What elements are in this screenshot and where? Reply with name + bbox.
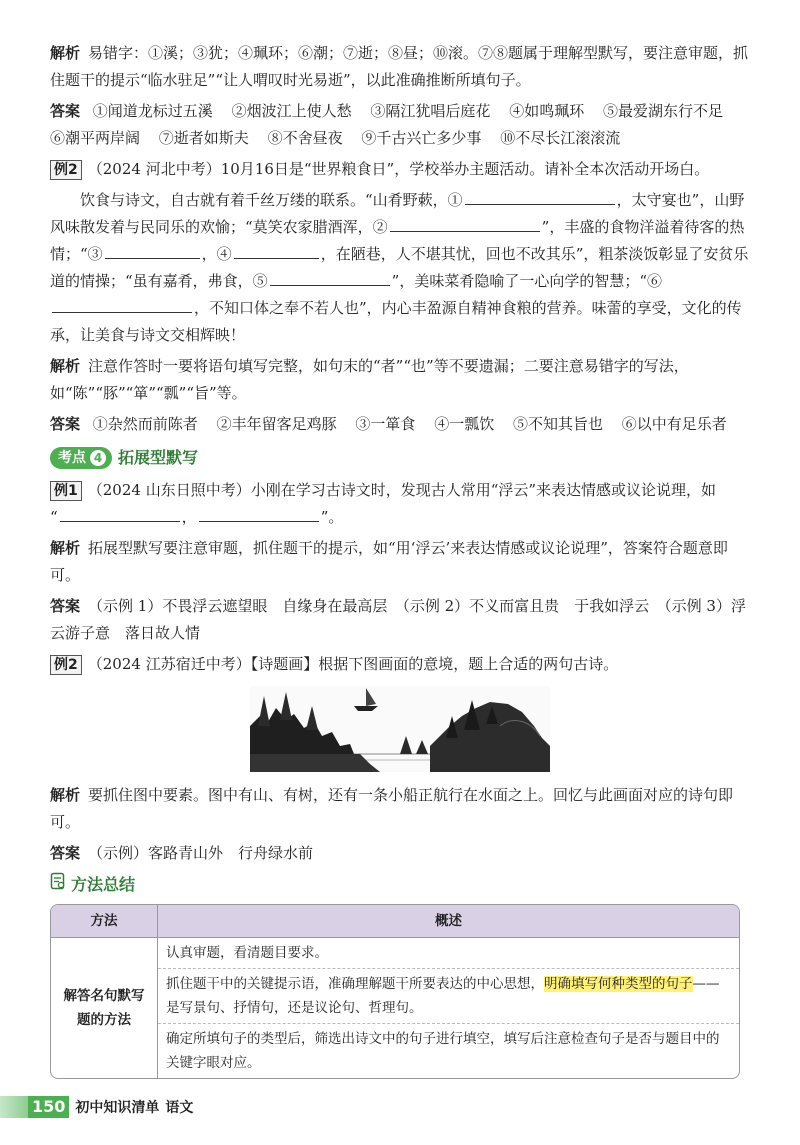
answer-blank[interactable] [234,244,319,259]
kaodian-label: 考点 [58,449,86,466]
description-text: ——是写景句、抒情句，还是议论句、哲理句。 [166,976,720,1016]
landscape-painting [250,686,550,772]
answer-blank[interactable] [390,217,540,232]
page-content [50,40,750,1079]
example-prompt: 小刚在学习古诗文时，发现古人常用“浮云”来表达情感或议论说理，如 [250,481,717,499]
comma: ， [181,508,197,526]
analysis-label: 解析 [50,539,81,557]
answer-paragraph [50,840,750,867]
kaodian-badge [50,447,112,469]
answer-item: ⑦逝者如斯夫 [158,129,249,147]
section-heading [50,444,750,471]
description-text: 抓住题干中的关键提示语，准确理解题干所要表达的中心思想， [166,976,544,992]
example-question [50,156,750,183]
answer-text: （示例）客路青山外 行舟绿水前 [88,844,314,862]
analysis-text: 拓展型默写要注意审题，抓住题干的提示，如“用‘浮云’来表达情感或议论说理”，答案符合题意即可。 [50,539,728,584]
answer-item: ⑧不舍昼夜 [267,129,343,147]
table-row [51,938,739,969]
answer-item: ④如鸣珮环 [509,102,585,120]
example-source: （2024 河北中考） [87,160,221,178]
answer-blank[interactable] [105,244,200,259]
answer-item: ③一箪食 [355,415,416,433]
passage-text: ，在陋巷，人不堪其忧，回也不改其乐”，粗茶淡饭彰显了安贫乐道的情操；“虽有嘉肴，弗食，⑤ [50,245,749,290]
analysis-label: 解析 [50,357,81,375]
answer-item: ⑨千古兴亡多少事 [361,129,482,147]
description-cell: 确定所填句子的类型后，筛选出诗文中的句子进行填空，填写后注意检查句子是否与题目中的关键字眼对应。 [166,1031,720,1071]
analysis-text: 易错字：①溪；③犹；④珮环；⑥潮；⑦逝；⑧昼；⑩滚。⑦⑧题属于理解型默写，要注意审题，抓住题干的提示“临水驻足”“让人喟叹时光易逝”，以此准确推断所填句子。 [50,44,749,89]
answer-label: 答案 [50,597,81,615]
answer-item: ⑩不尽长江滚滚流 [500,129,621,147]
analysis-text: 注意作答时一要将语句填写完整，如句末的“者”“也”等不要遗漏；二要注意易错字的写法，如“陈”“豚”“箪”“瓢”“旨”等。 [50,357,689,402]
answer-blank[interactable] [199,507,319,522]
page-footer [0,1096,193,1118]
method-summary-title: 方法总结 [71,875,136,894]
method-summary-heading [50,871,750,898]
answer-item: ②丰年留客足鸡豚 [216,415,337,433]
analysis-paragraph [50,40,750,94]
passage-text: ，④ [201,245,232,263]
description-cell [158,969,739,1024]
answer-text: （示例 1）不畏浮云遮望眼 自缘身在最高层 （示例 2）不义而富且贵 于我如浮云 （示例 3）浮云游子意 落日故人情 [50,597,746,642]
answer-label: 答案 [50,102,81,120]
answer-item: ⑤最爱湖东行不足 [602,102,723,120]
page-number: 150 [28,1096,69,1118]
quote-mark: “ [50,508,58,526]
analysis-label: 解析 [50,786,81,804]
example-source: （2024 江苏宿迁中考） [87,655,251,673]
analysis-paragraph [50,353,750,407]
method-summary-table [50,904,740,1079]
highlighted-text: 明确填写何种类型的句子 [544,976,693,992]
passage-text: ，太守宴也”，山野风味散发着与民同乐的欢愉；“莫笑农家腊酒浑，② [50,191,745,236]
analysis-text: 要抓住图中要素。图中有山、有树，还有一条小船正航行在水面之上。回忆与此画面对应的诗句即可。 [50,786,734,831]
section-title: 拓展型默写 [118,448,199,467]
table-header-row [51,905,739,938]
answer-item: ④一瓢饮 [434,415,495,433]
answer-item: ⑥潮平两岸阔 [50,129,141,147]
answer-blank[interactable] [52,298,192,313]
example-source: （2024 山东日照中考） [87,481,251,499]
answer-blank[interactable] [60,507,180,522]
description-cell: 认真审题，看清题目要求。 [158,938,739,969]
answer-item: ③隔江犹唱后庭花 [370,102,491,120]
method-name: 解答名句默写题的方法 [51,938,158,1078]
example-prompt: 【诗题画】根据下图画面的意境，题上合适的两句古诗。 [250,655,619,673]
checklist-icon [50,871,66,898]
answer-paragraph [50,593,750,647]
example-tag: 例2 [50,655,82,675]
kaodian-number: 4 [90,450,106,466]
passage-text: ”，美味菜肴隐喻了一心向学的智慧；“⑥ [391,272,663,290]
example-tag: 例1 [50,481,82,501]
passage-text: ，不知口体之奉不若人也”，内心丰盈源自精神食粮的营养。味蕾的享受，文化的传承，让美食与诗文交相辉映！ [50,299,742,344]
analysis-paragraph [50,782,750,836]
header-method: 方法 [51,905,158,938]
example-question [50,477,750,531]
example-question [50,651,750,678]
subject-label: 语文 [165,1100,194,1116]
answer-label: 答案 [50,415,81,433]
answer-item: ①闻道龙标过五溪 [92,102,213,120]
answer-item: ⑥以中有足乐者 [621,415,727,433]
example-prompt: 10月16日是“世界粮食日”，学校举办主题活动。请补全本次活动开场白。 [220,160,710,178]
header-description: 概述 [158,905,739,938]
answer-item: ②烟波江上使人愁 [231,102,352,120]
answer-paragraph [50,98,750,152]
answer-item: ⑤不知其旨也 [512,415,603,433]
example-tag: 例2 [50,160,82,180]
book-title: 初中知识清单 [75,1100,160,1116]
answer-blank[interactable] [270,271,390,286]
fill-in-passage [50,187,750,349]
answer-item: ①杂然而前陈者 [92,415,198,433]
passage-text: ”，丰盛的食物洋溢着待客的热情；“③ [50,218,745,263]
analysis-label: 解析 [50,44,81,62]
answer-paragraph [50,411,750,438]
quote-mark: ”。 [320,508,344,526]
answer-label: 答案 [50,844,81,862]
passage-text: 饮食与诗文，自古就有着千丝万缕的联系。“山肴野蔌，① [80,191,463,209]
analysis-paragraph [50,535,750,589]
answer-blank[interactable] [465,190,615,205]
